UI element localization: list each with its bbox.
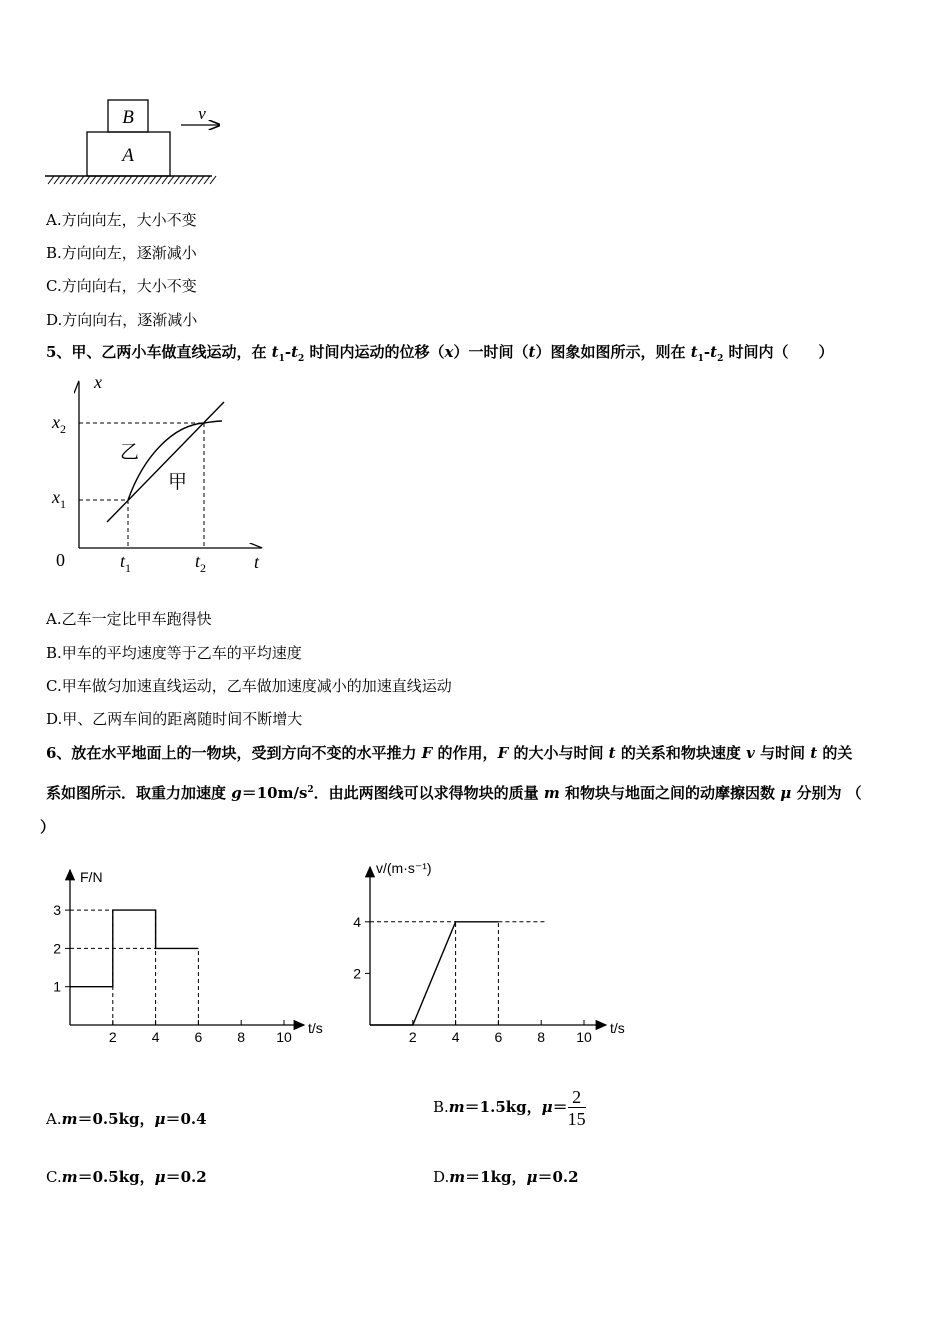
block-b-label: B	[122, 107, 134, 128]
x-tick-label: 4	[151, 1029, 160, 1045]
x-tick-label: 8	[237, 1029, 246, 1045]
yi-label: 乙	[120, 441, 140, 463]
hatch-mark	[78, 176, 84, 184]
hatch-mark	[180, 176, 186, 184]
hatch-mark	[54, 176, 60, 184]
v-ylabel: v/(m·s⁻¹)	[376, 860, 432, 876]
x1-label: $x_1$	[52, 487, 66, 511]
hatch-mark	[198, 176, 204, 184]
hatch-mark	[126, 176, 132, 184]
hatch-mark	[120, 176, 126, 184]
hatch-mark	[138, 176, 144, 184]
y-tick-label: 2	[53, 940, 61, 957]
block-a-label: A	[122, 145, 134, 166]
x-tick-label: 2	[108, 1029, 117, 1045]
hatch-mark	[162, 176, 168, 184]
x-tick-label: 4	[451, 1029, 460, 1045]
q6-option-a[interactable]: A.m＝0.5kg，μ＝0.4	[46, 1110, 207, 1128]
hatch-mark	[96, 176, 102, 184]
force-time-graph	[48, 860, 338, 1050]
q6-stem-line1: 6、放在水平地面上的一物块，受到方向不变的水平推力 F 的作用，F 的大小与时间 t 的关系和物块速度 v 与时间 t 的关	[46, 744, 853, 762]
q5-option-a[interactable]: A.乙车一定比甲车跑得快	[46, 610, 212, 628]
x-tick-label: 6	[194, 1029, 203, 1045]
t1-label: $t_1$	[120, 551, 132, 575]
x-tick-label: 8	[537, 1029, 546, 1045]
hatch-mark	[48, 176, 54, 184]
y-tick-label: 4	[353, 913, 361, 930]
velocity-time-graph	[340, 855, 635, 1050]
velocity-label: v	[198, 104, 206, 123]
q6-option-b[interactable]: B.m＝1.5kg，μ＝ $\frac{2}{15}$	[433, 1086, 586, 1129]
hatch-mark	[210, 176, 216, 184]
q5-stem: 5、甲、乙两小车做直线运动，在 $t_1-t_2$ 时间内运动的位移（x）一时间（t）图象如图所示，则在 $t_1-t_2$ 时间内（ ）	[46, 343, 834, 364]
hatch-mark	[144, 176, 150, 184]
hatch-mark	[72, 176, 78, 184]
hatch-mark	[174, 176, 180, 184]
x-tick-label: 2	[408, 1029, 417, 1045]
hatch-mark	[102, 176, 108, 184]
y-tick-label: 3	[53, 902, 61, 919]
x-tick-label: 10	[576, 1029, 592, 1045]
q5-option-c[interactable]: C.甲车做匀加速直线运动，乙车做加速度减小的加速直线运动	[46, 677, 452, 695]
jia-label: 甲	[168, 471, 188, 493]
hatch-mark	[156, 176, 162, 184]
hatch-mark	[114, 176, 120, 184]
q4-option-a[interactable]: A.方向向左，大小不变	[46, 211, 197, 229]
hatch-mark	[192, 176, 198, 184]
q6-option-d[interactable]: D.m＝1kg，μ＝0.2	[433, 1168, 579, 1186]
q4-option-b[interactable]: B.方向向左，逐渐减小	[46, 244, 197, 262]
hatch-mark	[66, 176, 72, 184]
v-xlabel: t/s	[610, 1020, 625, 1036]
hatch-mark	[132, 176, 138, 184]
q4-option-d[interactable]: D.方向向右，逐渐减小	[46, 311, 198, 329]
hatch-mark	[150, 176, 156, 184]
q5-option-b[interactable]: B.甲车的平均速度等于乙车的平均速度	[46, 644, 302, 662]
q6-option-c[interactable]: C.m＝0.5kg，μ＝0.2	[46, 1168, 207, 1186]
y-tick-label: 1	[53, 978, 61, 995]
q6-stem-line2: 系如图所示．取重力加速度 $g=10m/s^2$．由此两图线可以求得物块的质量 m 和物块与地面之间的动摩擦因数 μ 分别为 （	[46, 784, 862, 802]
hatch-mark	[108, 176, 114, 184]
x-tick-label: 6	[494, 1029, 503, 1045]
hatch-mark	[168, 176, 174, 184]
ground-hatch	[48, 176, 216, 184]
hatch-mark	[186, 176, 192, 184]
q6-stem-line3: ）	[40, 818, 56, 836]
hatch-mark	[60, 176, 66, 184]
hatch-mark	[204, 176, 210, 184]
xt-graph	[44, 370, 274, 580]
t2-label: $t_2$	[195, 551, 207, 575]
block-figure	[40, 95, 220, 187]
q5-option-d[interactable]: D.甲、乙两车间的距离随时间不断增大	[46, 710, 303, 728]
xt-axis-x-label: x	[94, 372, 102, 392]
mu-fraction: $\frac{2}{15}$	[567, 1086, 586, 1129]
xt-axis-t-label: t	[254, 552, 260, 572]
hatch-mark	[90, 176, 96, 184]
xt-origin: 0	[56, 550, 65, 570]
series-line	[370, 922, 498, 1025]
f-xlabel: t/s	[308, 1020, 323, 1036]
q4-option-c[interactable]: C.方向向右，大小不变	[46, 277, 197, 295]
x-tick-label: 10	[276, 1029, 292, 1045]
hatch-mark	[84, 176, 90, 184]
x2-label: $x_2$	[52, 412, 66, 436]
f-ylabel: F/N	[80, 869, 103, 885]
y-tick-label: 2	[353, 965, 361, 982]
